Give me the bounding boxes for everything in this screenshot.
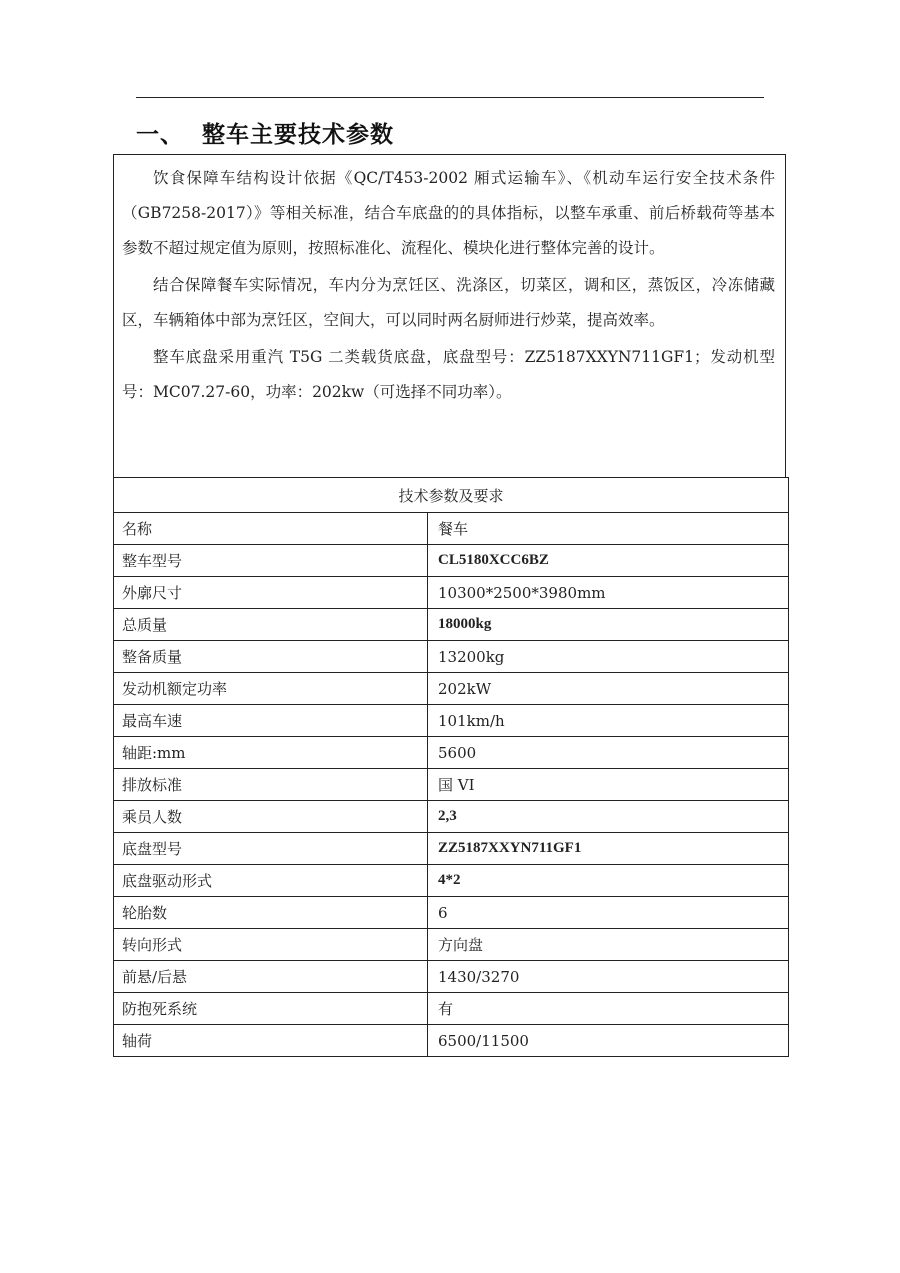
table-row [114,673,789,705]
param-label: 防抱死系统 [114,993,428,1025]
param-value: 5600 [428,737,789,769]
param-label: 外廓尺寸 [114,577,428,609]
param-label: 轴距:mm [114,737,428,769]
param-value: 4*2 [428,865,789,897]
table-row [114,513,789,545]
table-row [114,1025,789,1057]
intro-paragraph: 整车底盘采用重汽 T5G 二类载货底盘，底盘型号：ZZ5187XXYN711GF1；发动机型号：MC07.27-60，功率：202kw（可选择不同功率）。 [122,348,775,401]
table-row [114,897,789,929]
table-row [114,865,789,897]
param-value: 国 VI [428,769,789,801]
table-body [114,513,789,1057]
section-title: 整车主要技术参数 [202,122,394,148]
section-heading [136,116,394,149]
param-label: 最高车速 [114,705,428,737]
param-label: 轴荷 [114,1025,428,1057]
table-row [114,641,789,673]
param-label: 名称 [114,513,428,545]
param-value: 202kW [428,673,789,705]
param-value: 6 [428,897,789,929]
tech-params-table [113,477,789,1057]
table-row [114,833,789,865]
param-label: 乘员人数 [114,801,428,833]
param-value: 餐车 [428,513,789,545]
param-label: 整备质量 [114,641,428,673]
table-row [114,929,789,961]
intro-paragraph: 结合保障餐车实际情况，车内分为烹饪区、洗涤区，切菜区，调和区，蒸饭区，冷冻储藏区，车辆箱体中部为烹饪区，空间大，可以同时两名厨师进行炒菜，提高效率。 [122,276,775,329]
param-value: 13200kg [428,641,789,673]
table-row [114,609,789,641]
header-rule [136,97,764,98]
table-row [114,801,789,833]
param-label: 转向形式 [114,929,428,961]
table-caption-row [114,478,789,513]
table-row [114,577,789,609]
section-number: 一、 [136,122,184,148]
table-row [114,961,789,993]
param-value: 有 [428,993,789,1025]
table-row [114,545,789,577]
param-value: ZZ5187XXYN711GF1 [428,833,789,865]
intro-paragraph: 饮食保障车结构设计依据《QC/T453-2002 厢式运输车》、《机动车运行安全技术条件（GB7258-2017）》等相关标准，结合车底盘的的具体指标，以整车承重、前后桥载荷等基本参数不超过规定值为原则，按照标准化、流程化、模块化进行整体完善的设计。 [122,169,775,257]
param-label: 总质量 [114,609,428,641]
param-value: 6500/11500 [428,1025,789,1057]
param-value: 18000kg [428,609,789,641]
param-label: 底盘驱动形式 [114,865,428,897]
table-row [114,705,789,737]
table-caption: 技术参数及要求 [114,478,789,513]
param-value: 方向盘 [428,929,789,961]
param-value: 2,3 [428,801,789,833]
param-value: CL5180XCC6BZ [428,545,789,577]
table-row [114,737,789,769]
param-label: 轮胎数 [114,897,428,929]
param-value: 101km/h [428,705,789,737]
intro-box [113,154,786,478]
table-row [114,993,789,1025]
param-value: 1430/3270 [428,961,789,993]
param-label: 发动机额定功率 [114,673,428,705]
param-label: 底盘型号 [114,833,428,865]
table-row [114,769,789,801]
param-label: 排放标准 [114,769,428,801]
param-label: 前悬/后悬 [114,961,428,993]
param-value: 10300*2500*3980mm [428,577,789,609]
param-label: 整车型号 [114,545,428,577]
